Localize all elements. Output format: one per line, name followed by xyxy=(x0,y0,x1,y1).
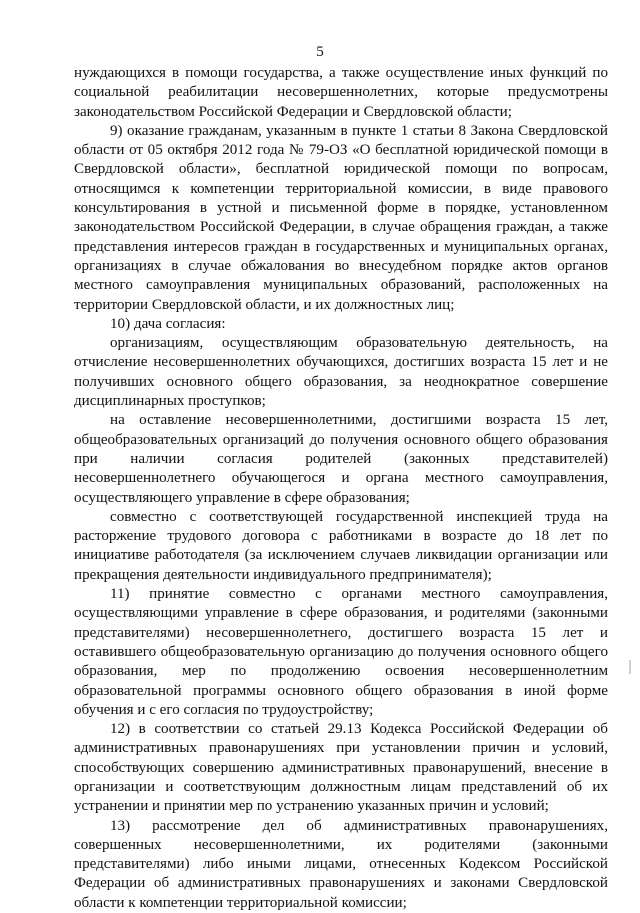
paragraph: организациям, осуществляющим образовательную деятельность, на отчисление несовершеннолетних обучающихся, достигших возраста 15 лет и не получивших основного общего образования, за неоднократное совершение дисциплинарных проступков; xyxy=(74,335,608,410)
paragraph: на оставление несовершеннолетними, достигшими возраста 15 лет, общеобразовательных организаций до получения основного общего образования при наличии согласия родителей (законных представителей) несовершеннолетнего обучающегося и органа местного самоуправления, осуществляющего управление в сфере образования; xyxy=(74,412,608,506)
paragraph: 12) в соответствии со статьей 29.13 Кодекса Российской Федерации об административных правонарушениях при установлении причин и условий, способствующих совершению административных правонарушений, внесение в организации и соответствующим должностным лицам представлений об их устранении и принятии мер по устранению указанных причин и условий; xyxy=(74,721,608,815)
document-body xyxy=(74,64,608,913)
paragraph: 9) оказание гражданам, указанным в пункте 1 статьи 8 Закона Свердловской области от 05 октября 2012 года № 79-ОЗ «О бесплатной юридической помощи в Свердловской области», бесплатной юридической помощи по вопросам, относящимся к компетенции территориальной комиссии, в виде правового консультирования в устной и письменной форме в порядке, установленном законодательством Российской Федерации, в случае обращения граждан, а также представления интересов граждан в государственных и муниципальных органах, организациях в случае обжалования во внесудебном порядке актов органов местного самоуправления муниципальных образований, расположенных на территории Свердловской области, и их должностных лиц; xyxy=(74,122,608,313)
paragraph: нуждающихся в помощи государства, а также осуществление иных функций по социальной реабилитации несовершеннолетних, которые предусмотрены законодательством Российской Федерации и Свердловской области; xyxy=(74,65,608,120)
page-number: 5 xyxy=(316,44,324,60)
paragraph: 13) рассмотрение дел об административных правонарушениях, совершенных несовершеннолетними, их родителями (законными представителями) либо иными лицами, отнесенных Кодексом Российской Федерации об административных правонарушениях и законами Свердловской области к компетенции территориальной комиссии; xyxy=(74,817,608,911)
paragraph: 11) принятие совместно с органами местного самоуправления, осуществляющими управление в сфере образования, и родителями (законными представителями) несовершеннолетнего, достигшего возраста 15 лет и оставившего общеобразовательную организацию до получения основного общего образования, мер по продолжению освоения несовершеннолетним образовательной программы основного общего образования в иной форме обучения и с его согласия по трудоустройству; xyxy=(74,586,608,718)
paragraph: 10) дача согласия: xyxy=(110,315,226,332)
paragraph: совместно с соответствующей государственной инспекцией труда на расторжение трудового договора с работниками в возрасте до 18 лет по инициативе работодателя (за исключением случаев ликвидации организации или прекращения деятельности индивидуального предпринимателя); xyxy=(74,508,608,583)
scan-artifact xyxy=(629,660,631,674)
